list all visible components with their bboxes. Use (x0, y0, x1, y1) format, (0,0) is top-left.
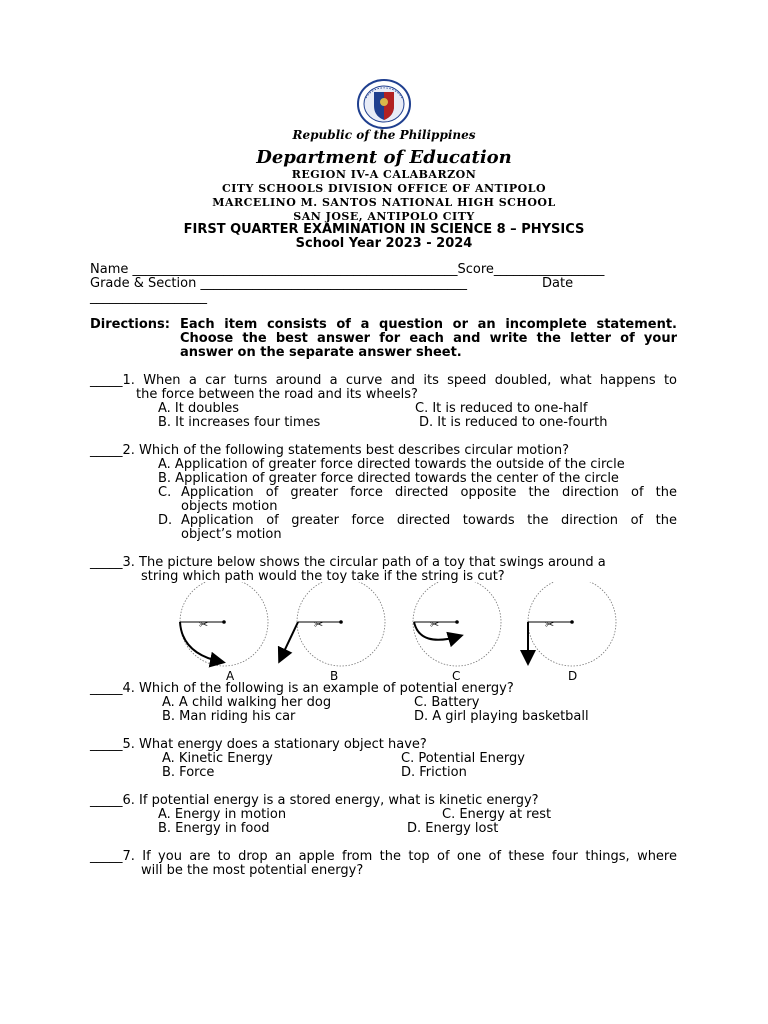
q6-choice-c: C. Energy at rest (442, 807, 552, 822)
q2-choice-b: B. Application of greater force directed towards the center of the circle (158, 471, 619, 486)
name-score-line[interactable]: Name __________________________________________________Score_________________ (90, 262, 605, 277)
q5-choice-b: B. Force (162, 765, 215, 780)
label-d: D (568, 669, 578, 683)
date-blank[interactable]: __________________ (90, 290, 207, 305)
question-6: _____6. If potential energy is a stored energy, what is kinetic energy? (90, 793, 539, 808)
label-c: C (452, 669, 461, 683)
date-label: Date (542, 276, 574, 291)
question-3: _____3. The picture below shows the circular path of a toy that swings around a (90, 555, 606, 570)
division-line: CITY SCHOOLS DIVISION OFFICE OF ANTIPOLO (221, 182, 547, 195)
region-line: REGION IV-A CALABARZON (291, 168, 477, 181)
q1-choice-c: C. It is reduced to one-half (415, 401, 588, 416)
toy-icon: ✂ (314, 618, 324, 631)
deped-seal-icon (356, 78, 412, 130)
question-4: _____4. Which of the following is an example of potential energy? (90, 681, 514, 696)
school-line: MARCELINO M. SANTOS NATIONAL HIGH SCHOOL (212, 196, 556, 209)
question-1: _____1. When a car turns around a curve and its speed doubled, what happens to (90, 373, 677, 388)
q2-choice-c-prefix: C. (158, 485, 172, 500)
q1-choice-a: A. It doubles (158, 401, 240, 416)
grade-section-line[interactable]: Grade & Section _________________________________________ (90, 276, 467, 291)
circular-path-figure (170, 582, 630, 684)
q2-choice-c-cont: objects motion (181, 499, 278, 514)
toy-icon: ✂ (545, 618, 555, 631)
question-2: _____2. Which of the following statements best describes circular motion? (90, 443, 570, 458)
q5-choice-d: D. Friction (401, 765, 467, 780)
q2-choice-a: A. Application of greater force directed towards the outside of the circle (158, 457, 625, 472)
exam-title: FIRST QUARTER EXAMINATION IN SCIENCE 8 – PHYSICS (183, 222, 585, 237)
q6-choice-a: A. Energy in motion (158, 807, 287, 822)
q5-choice-a: A. Kinetic Energy (162, 751, 273, 766)
path-option-d (528, 582, 616, 666)
q4-choice-a: A. A child walking her dog (162, 695, 332, 710)
republic-line: Republic of the Philippines (292, 128, 476, 142)
directions-line-2: Choose the best answer for each and write the letter of your (180, 331, 677, 346)
address-line: SAN JOSE, ANTIPOLO CITY (293, 210, 475, 223)
q2-choice-d: Application of greater force directed towards the direction of the (181, 513, 677, 528)
q2-choice-d-cont: object’s motion (181, 527, 282, 542)
q4-choice-d: D. A girl playing basketball (414, 709, 589, 724)
question-5: _____5. What energy does a stationary object have? (90, 737, 427, 752)
path-option-c (413, 582, 501, 666)
directions-line-3: answer on the separate answer sheet. (180, 345, 462, 360)
directions-label: Directions: (90, 317, 170, 332)
school-year: School Year 2023 - 2024 (295, 236, 473, 251)
q4-choice-c: C. Battery (414, 695, 480, 710)
department-title: Department of Education (256, 147, 512, 168)
question-7-cont: will be the most potential energy? (141, 863, 364, 878)
question-1-cont: the force between the road and its wheels? (136, 387, 418, 402)
q6-choice-b: B. Energy in food (158, 821, 270, 836)
q1-choice-b: B. It increases four times (158, 415, 321, 430)
question-3-cont: string which path would the toy take if the string is cut? (141, 569, 505, 584)
q1-choice-d: D. It is reduced to one-fourth (419, 415, 608, 430)
q2-choice-c: Application of greater force directed opposite the direction of the (181, 485, 677, 500)
q5-choice-c: C. Potential Energy (401, 751, 525, 766)
label-b: B (330, 669, 339, 683)
directions-line-1: Each item consists of a question or an incomplete statement. (180, 317, 677, 332)
path-option-a (180, 582, 268, 666)
q4-choice-b: B. Man riding his car (162, 709, 296, 724)
q2-choice-d-prefix: D. (158, 513, 173, 528)
path-option-b (280, 582, 385, 666)
q6-choice-d: D. Energy lost (407, 821, 499, 836)
toy-icon: ✂ (430, 618, 440, 631)
toy-icon: ✂ (199, 618, 209, 631)
question-7: _____7. If you are to drop an apple from the top of one of these four things, where (90, 849, 677, 864)
label-a: A (226, 669, 235, 683)
